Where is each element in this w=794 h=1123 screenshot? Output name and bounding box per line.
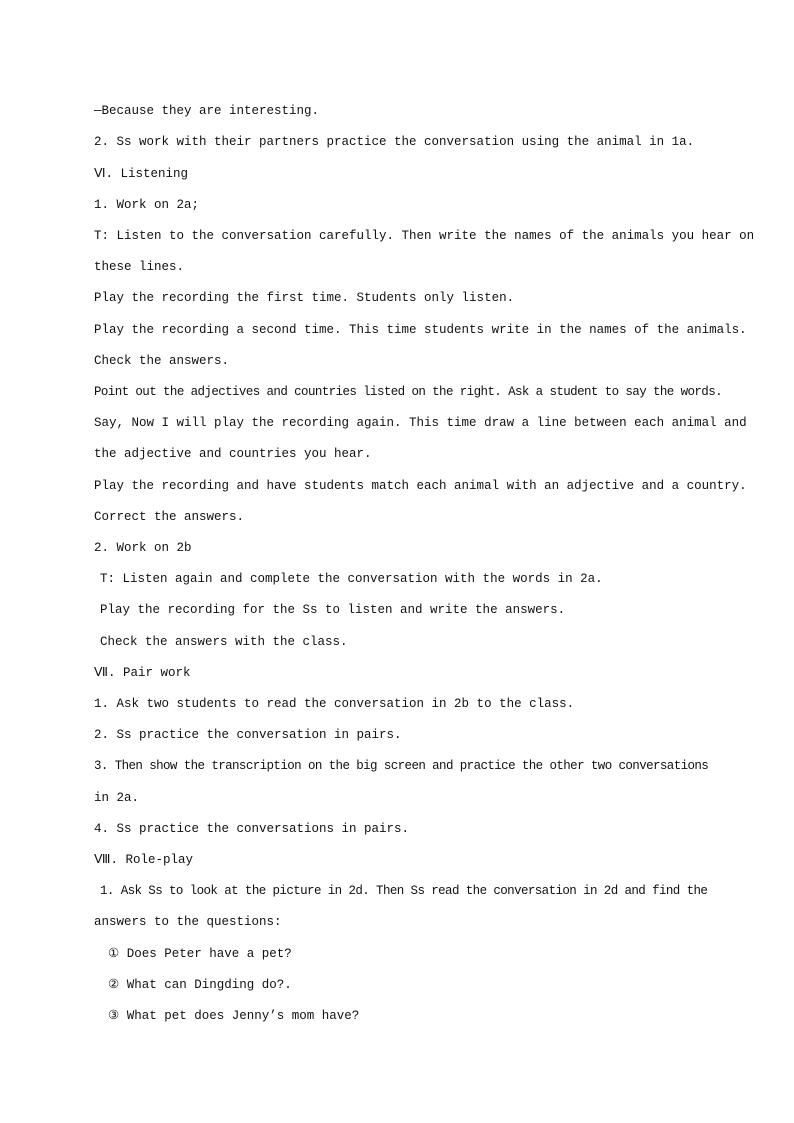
- instruction-text: these lines.: [94, 260, 185, 274]
- instruction-text: T: Listen again and complete the conversation with the words in 2a.: [100, 572, 603, 586]
- section-heading-pair-work: Ⅶ. Pair work: [94, 666, 191, 680]
- instruction-text: Point out the adjectives and countries listed on the right. Ask a student to say the words.: [94, 385, 723, 399]
- instruction-text: Play the recording for the Ss to listen and write the answers.: [100, 603, 566, 617]
- instruction-text: Check the answers.: [94, 354, 230, 368]
- answer-line: —Because they are interesting.: [94, 104, 320, 118]
- step-text: in 2a.: [94, 791, 140, 805]
- question-item: ② What can Dingding do?.: [108, 978, 292, 992]
- question-item: ① Does Peter have a pet?: [108, 947, 292, 961]
- step-text: 1. Ask two students to read the conversation in 2b to the class.: [94, 697, 575, 711]
- instruction-text: Say, Now I will play the recording again. This time draw a line between each animal and: [94, 416, 747, 430]
- instruction-text: Play the recording a second time. This time students write in the names of the animals.: [94, 323, 747, 337]
- instruction-text: Correct the answers.: [94, 510, 245, 524]
- question-item: ③ What pet does Jenny’s mom have?: [108, 1009, 360, 1023]
- step-text: 4. Ss practice the conversations in pairs.: [94, 822, 410, 836]
- step-text: 1. Ask Ss to look at the picture in 2d. Then Ss read the conversation in 2d and find the: [100, 884, 708, 898]
- step-text: answers to the questions:: [94, 915, 282, 929]
- step-text: 1. Work on 2a;: [94, 198, 200, 212]
- step-text: 2. Ss practice the conversation in pairs.: [94, 728, 402, 742]
- step-text: 2. Ss work with their partners practice the conversation using the animal in 1a.: [94, 135, 695, 149]
- section-heading-listening: Ⅵ. Listening: [94, 167, 189, 181]
- step-text: 2. Work on 2b: [94, 541, 192, 555]
- instruction-text: Play the recording and have students match each animal with an adjective and a country.: [94, 479, 747, 493]
- step-text: 3. Then show the transcription on the big screen and practice the other two conversations: [94, 759, 709, 773]
- instruction-text: Play the recording the first time. Students only listen.: [94, 291, 515, 305]
- instruction-text: the adjective and countries you hear.: [94, 447, 372, 461]
- section-heading-role-play: Ⅷ. Role-play: [94, 853, 193, 867]
- instruction-text: Check the answers with the class.: [100, 635, 348, 649]
- instruction-text: T: Listen to the conversation carefully. Then write the names of the animals you hear on: [94, 229, 755, 243]
